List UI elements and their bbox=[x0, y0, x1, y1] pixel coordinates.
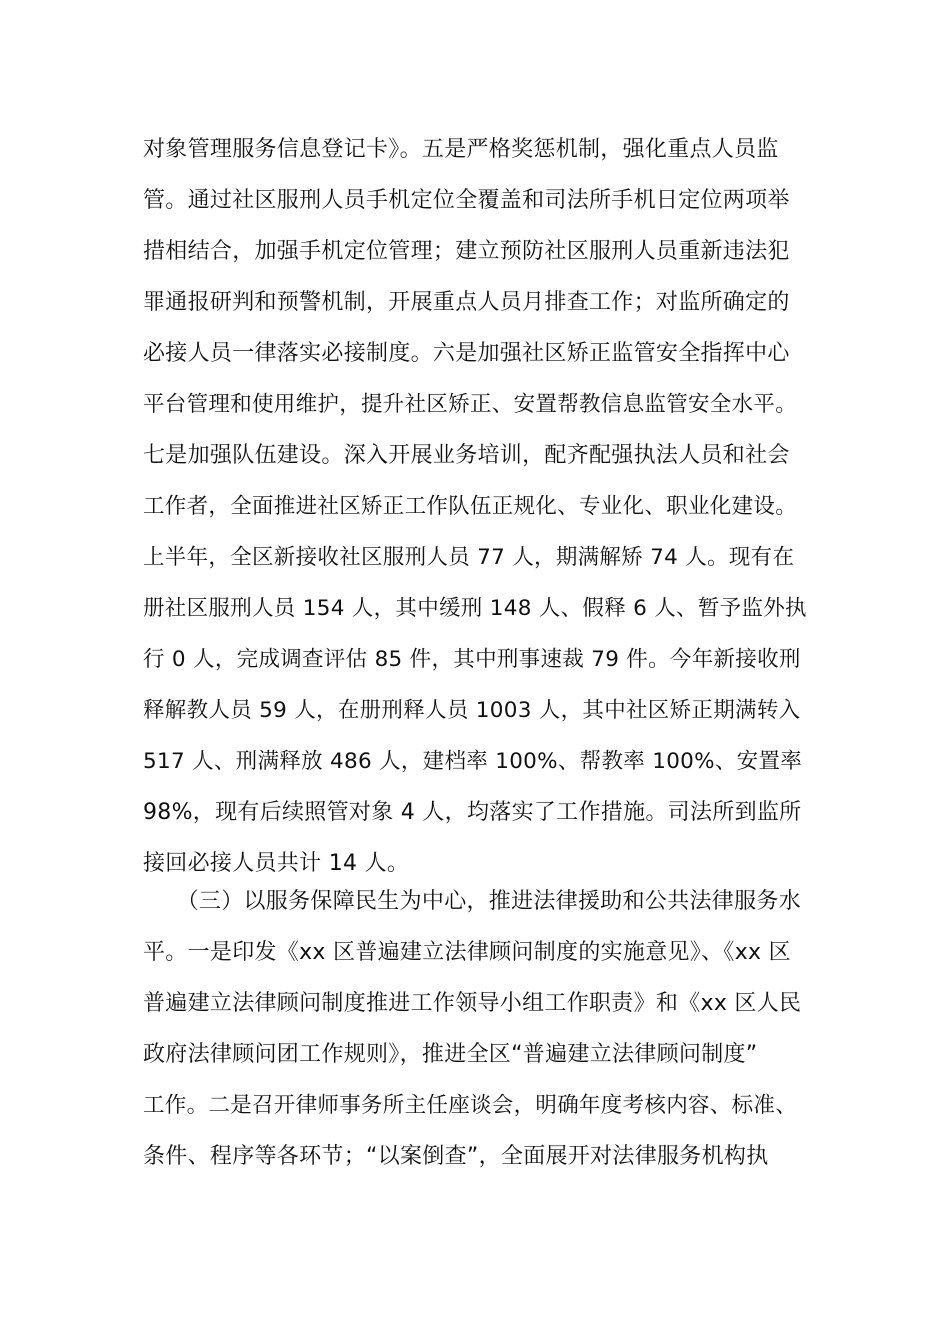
text-line: 必接人员一律落实必接制度。六是加强社区矫正监管安全指挥中心 bbox=[143, 341, 790, 366]
paragraph-legal-services bbox=[143, 876, 808, 1182]
text-line: 七是加强队伍建设。深入开展业务培训，配齐配强执法人员和社会 bbox=[143, 443, 790, 468]
text-line: 工作者，全面推进社区矫正工作队伍正规化、专业化、职业化建设。 bbox=[143, 494, 798, 519]
text-line: 行 0 人，完成调查评估 85 件，其中刑事速裁 79 件。今年新接收刑 bbox=[143, 647, 801, 672]
text-line: 517 人、刑满释放 486 人，建档率 100%、帮教率 100%、安置率 bbox=[143, 749, 803, 774]
text-line: 条件、程序等各环节；“以案倒查”，全面展开对法律服务机构执 bbox=[143, 1144, 769, 1169]
text-line: 普遍建立法律顾问制度推进工作领导小组工作职责》和《xx 区人民 bbox=[143, 991, 802, 1016]
text-line: 接回必接人员共计 14 人。 bbox=[143, 851, 410, 876]
text-line: 政府法律顾问团工作规则》，推进全区“普遍建立法律顾问制度” bbox=[143, 1042, 758, 1067]
paragraph-community-correction bbox=[143, 124, 808, 889]
text-line: 管。通过社区服刑人员手机定位全覆盖和司法所手机日定位两项举 bbox=[143, 188, 790, 213]
text-line: 册社区服刑人员 154 人，其中缓刑 148 人、假释 6 人、暂予监外执 bbox=[143, 596, 807, 621]
text-line: 工作。二是召开律师事务所主任座谈会，明确年度考核内容、标准、 bbox=[143, 1093, 798, 1118]
text-line: 释解教人员 59 人，在册刑释人员 1003 人，其中社区矫正期满转入 bbox=[143, 698, 801, 723]
section-heading-line: （三）以服务保障民生为中心，推进法律援助和公共法律服务水 bbox=[143, 889, 802, 914]
text-line: 上半年，全区新接收社区服刑人员 77 人，期满解矫 74 人。现有在 bbox=[143, 545, 795, 570]
text-line: 罪通报研判和预警机制，开展重点人员月排查工作；对监所确定的 bbox=[143, 290, 790, 315]
text-line: 对象管理服务信息登记卡》。五是严格奖惩机制，强化重点人员监 bbox=[143, 137, 779, 162]
text-line: 98%，现有后续照管对象 4 人，均落实了工作措施。司法所到监所 bbox=[143, 800, 802, 825]
text-line: 平台管理和使用维护，提升社区矫正、安置帮教信息监管安全水平。 bbox=[143, 392, 798, 417]
text-line: 措相结合，加强手机定位管理；建立预防社区服刑人员重新违法犯 bbox=[143, 239, 790, 264]
text-line: 平。一是印发《xx 区普遍建立法律顾问制度的实施意见》、《xx 区 bbox=[143, 940, 791, 965]
